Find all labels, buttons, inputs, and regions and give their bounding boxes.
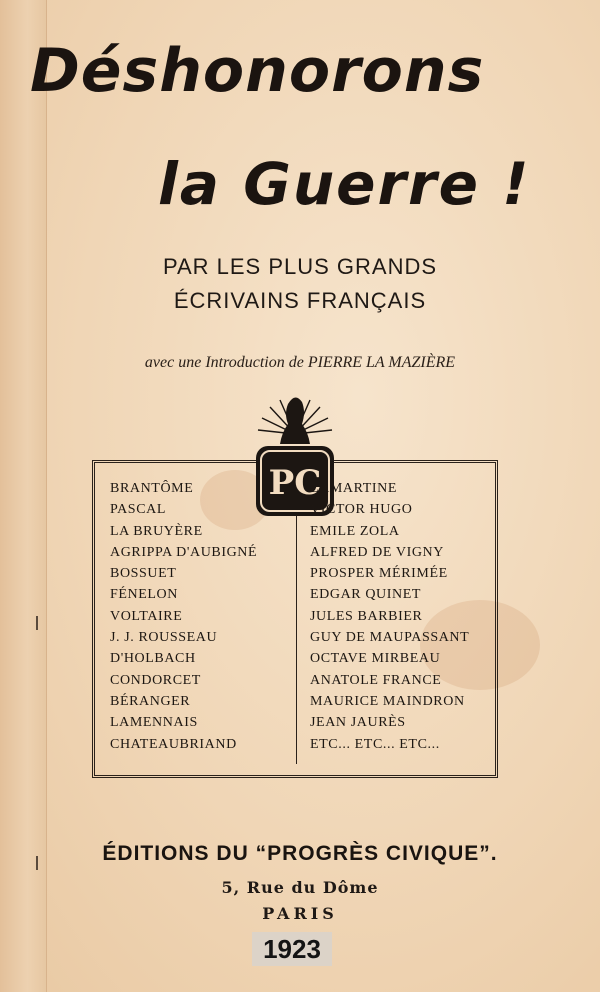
author-name: ETC... ETC... ETC... (310, 736, 440, 752)
author-name: JEAN JAURÈS (310, 715, 406, 731)
subtitle-line-1: PAR LES PLUS GRANDS (162, 254, 438, 279)
figure-silhouette (280, 397, 310, 444)
author-name: OCTAVE MIRBEAU (310, 651, 441, 667)
title-line-2: la Guerre ! (158, 150, 531, 218)
author-name: CONDORCET (110, 672, 201, 688)
authors-right-column (310, 478, 469, 755)
subtitle-line-2: ÉCRIVAINS FRANÇAIS (173, 288, 427, 313)
author-name: ANATOLE FRANCE (310, 672, 442, 688)
author-name: EMILE ZOLA (310, 523, 400, 539)
introduction-credit: avec une Introduction de PIERRE LA MAZIÈRE (144, 354, 456, 371)
author-name: MAURICE MAINDRON (310, 693, 465, 709)
publisher-city: PARIS (262, 904, 338, 923)
author-name: AGRIPPA D'AUBIGNÉ (110, 544, 258, 560)
author-name: FÉNELON (110, 587, 178, 603)
author-name: VICTOR HUGO (310, 502, 413, 518)
author-name: ALFRED DE VIGNY (310, 544, 444, 560)
author-name: EDGAR QUINET (310, 587, 422, 603)
author-name: PROSPER MÉRIMÉE (310, 566, 448, 582)
author-name: BOSSUET (110, 566, 177, 582)
author-name: PASCAL (110, 502, 166, 518)
author-name: BÉRANGER (110, 693, 191, 709)
author-name: LAMARTINE (310, 481, 397, 496)
author-name: LAMENNAIS (110, 715, 198, 731)
author-name: CHATEAUBRIAND (110, 736, 237, 752)
author-name: VOLTAIRE (110, 608, 183, 624)
author-name: J. J. ROUSSEAU (110, 630, 218, 646)
publisher-address: 5, Rue du Dôme (221, 878, 379, 897)
monogram-letters: PC (268, 463, 322, 503)
author-name: LA BRUYÈRE (110, 523, 203, 539)
author-name: BRANTÔME (110, 481, 194, 496)
author-name: D'HOLBACH (110, 651, 196, 667)
margin-mark (36, 616, 38, 630)
author-name: GUY DE MAUPASSANT (310, 630, 470, 646)
title-line-1: Déshonorons (30, 36, 485, 106)
author-name: JULES BARBIER (310, 608, 423, 624)
publisher-name: ÉDITIONS DU “PROGRÈS CIVIQUE”. (102, 842, 498, 865)
publication-year: 1923 (263, 934, 321, 964)
authors-left-column (110, 478, 257, 755)
